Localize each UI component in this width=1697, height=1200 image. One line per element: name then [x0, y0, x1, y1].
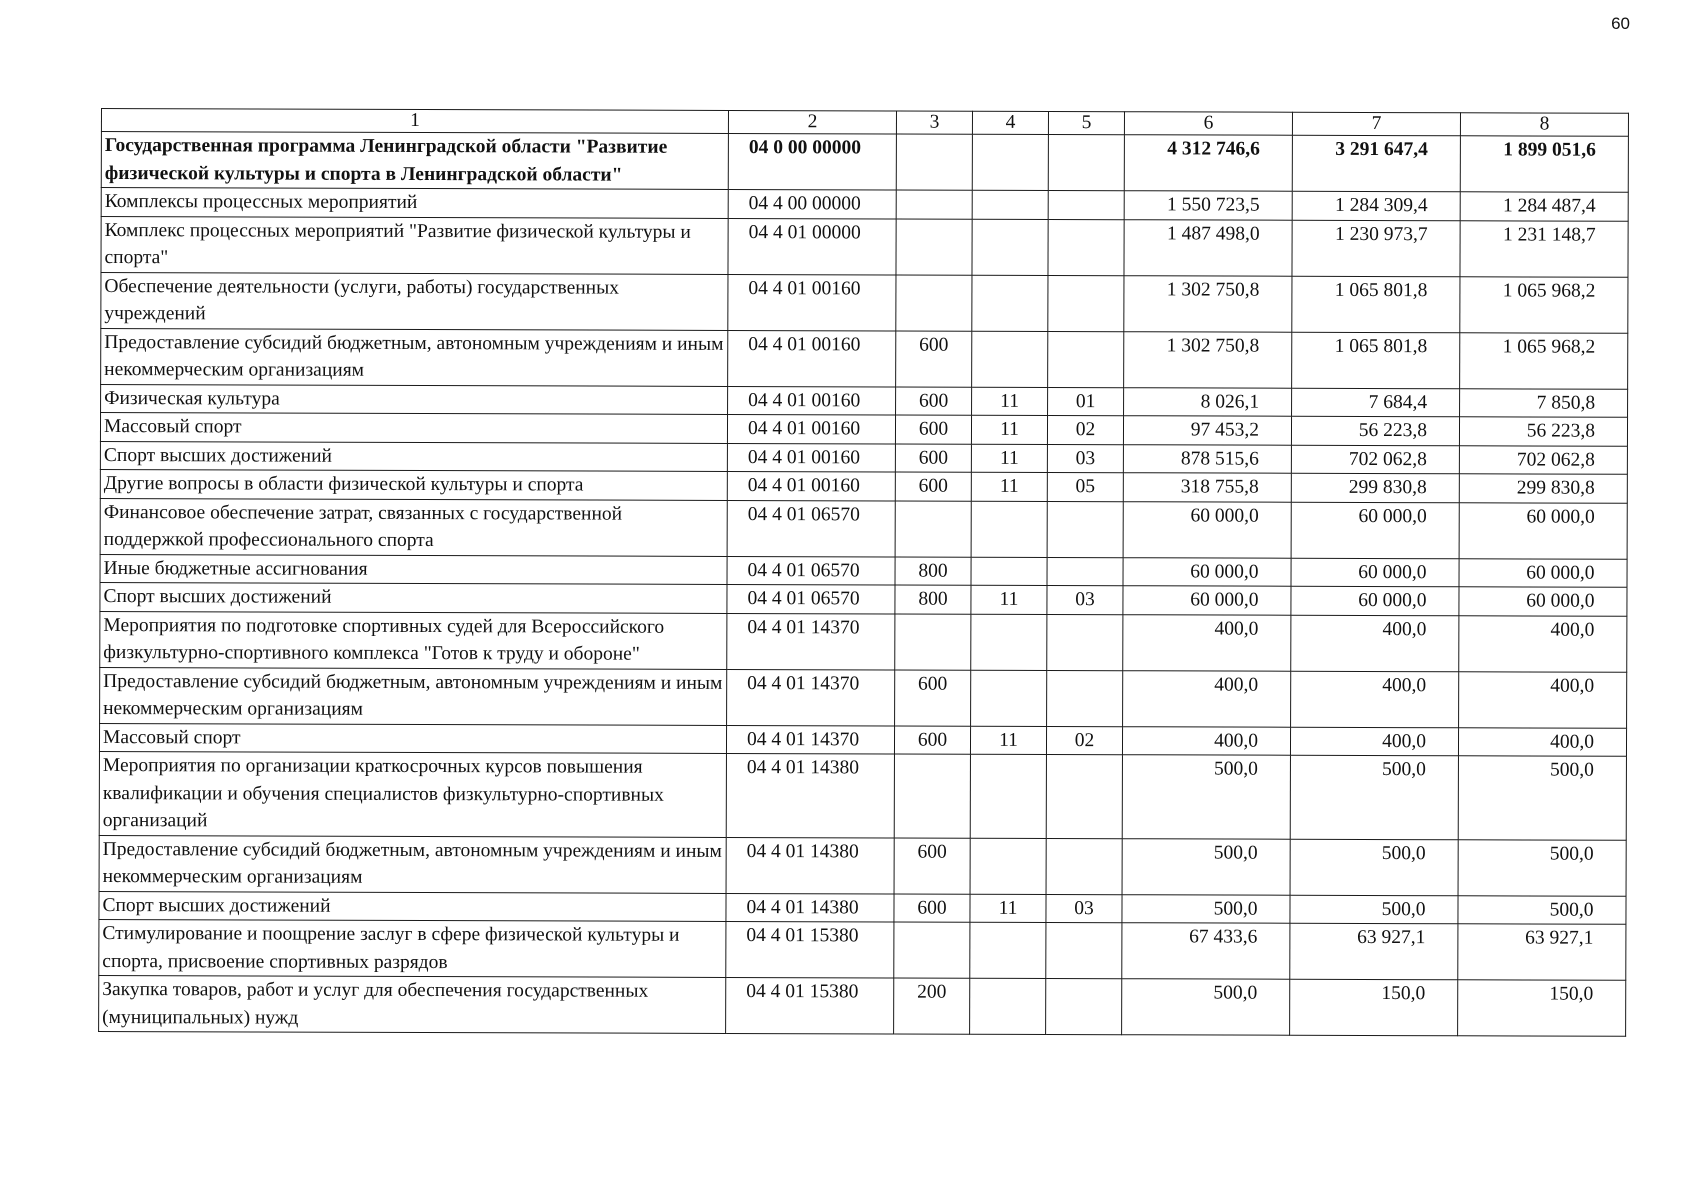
subsection-cell	[1047, 557, 1123, 586]
amount-col6-cell: 400,0	[1123, 614, 1291, 671]
row-name-cell: Комплексы процессных мероприятий	[101, 188, 728, 218]
expense-type-cell: 600	[895, 415, 971, 444]
subsection-cell: 01	[1048, 387, 1124, 416]
amount-col7-cell: 7 684,4	[1292, 388, 1460, 417]
table-row	[100, 441, 1627, 474]
amount-col6-cell: 4 312 746,6	[1124, 135, 1292, 192]
amount-col6-cell: 318 755,8	[1123, 473, 1291, 502]
section-cell	[972, 219, 1048, 275]
section-cell	[971, 670, 1047, 726]
row-name-cell: Спорт высших достижений	[99, 891, 726, 921]
section-cell: 11	[972, 387, 1048, 416]
budget-code-cell: 04 4 01 14370	[727, 613, 895, 670]
section-cell: 11	[971, 415, 1047, 444]
amount-col6-cell: 1 302 750,8	[1124, 275, 1292, 332]
amount-col8-cell: 1 065 968,2	[1460, 276, 1628, 333]
row-name-cell: Иные бюджетные ассигнования	[100, 554, 727, 584]
budget-code-cell: 04 4 01 06570	[727, 556, 895, 585]
budget-code-cell: 04 0 00 00000	[728, 133, 896, 190]
expense-type-cell: 600	[895, 669, 971, 725]
budget-code-cell: 04 4 01 00160	[728, 386, 896, 415]
amount-col7-cell: 500,0	[1290, 839, 1458, 896]
amount-col6-cell: 400,0	[1122, 726, 1290, 755]
amount-col7-cell: 400,0	[1291, 671, 1459, 728]
subsection-cell	[1046, 838, 1122, 894]
row-name-cell: Предоставление субсидий бюджетным, автономным учреждениям и иным некоммерческим организациям	[101, 328, 728, 386]
amount-col8-cell: 702 062,8	[1459, 445, 1627, 474]
expense-type-cell	[896, 218, 972, 274]
amount-col7-cell: 1 065 801,8	[1292, 332, 1460, 389]
row-name-cell: Массовый спорт	[99, 723, 726, 753]
section-cell: 11	[970, 894, 1046, 923]
row-name-cell: Физическая культура	[101, 384, 728, 414]
table-row	[100, 554, 1627, 587]
amount-col6-cell: 8 026,1	[1124, 387, 1292, 416]
table-row	[99, 975, 1626, 1036]
subsection-cell	[1047, 670, 1123, 726]
expense-type-cell: 600	[896, 386, 972, 415]
section-cell	[971, 501, 1047, 557]
section-cell: 11	[971, 472, 1047, 501]
subsection-cell: 03	[1046, 894, 1122, 923]
expense-type-cell	[896, 274, 972, 330]
row-name-cell: Спорт высших достижений	[100, 441, 727, 471]
table-row	[101, 188, 1628, 221]
row-name-cell: Предоставление субсидий бюджетным, автономным учреждениям и иным некоммерческим организациям	[99, 835, 726, 893]
amount-col8-cell: 400,0	[1459, 671, 1627, 728]
budget-code-cell: 04 4 01 14370	[727, 669, 895, 726]
column-number-header: 8	[1460, 113, 1628, 137]
expense-type-cell	[895, 500, 971, 556]
subsection-cell: 02	[1046, 726, 1122, 755]
page-number: 60	[1611, 14, 1630, 33]
amount-col8-cell: 60 000,0	[1459, 587, 1627, 616]
amount-col8-cell: 400,0	[1458, 727, 1626, 756]
amount-col7-cell: 56 223,8	[1291, 416, 1459, 445]
budget-code-cell: 04 4 00 00000	[728, 189, 896, 218]
expense-type-cell: 800	[895, 585, 971, 614]
budget-code-cell: 04 4 01 00160	[727, 471, 895, 500]
amount-col8-cell: 400,0	[1459, 615, 1627, 672]
amount-col7-cell: 60 000,0	[1291, 502, 1459, 559]
budget-table	[98, 108, 1629, 1037]
subsection-cell	[1047, 614, 1123, 670]
table-row	[101, 328, 1628, 389]
column-number-header: 1	[101, 109, 728, 134]
subsection-cell	[1048, 134, 1124, 190]
amount-col7-cell: 500,0	[1290, 755, 1458, 839]
budget-code-cell: 04 4 01 06570	[727, 500, 895, 557]
subsection-cell	[1047, 501, 1123, 557]
expense-type-cell	[894, 922, 970, 978]
amount-col8-cell: 500,0	[1458, 895, 1626, 924]
amount-col6-cell: 1 550 723,5	[1124, 191, 1292, 220]
amount-col7-cell: 702 062,8	[1291, 445, 1459, 474]
section-cell: 11	[971, 444, 1047, 473]
amount-col8-cell: 299 830,8	[1459, 474, 1627, 503]
table-row	[100, 582, 1627, 615]
amount-col8-cell: 1 284 487,4	[1460, 192, 1628, 221]
budget-code-cell: 04 4 01 14380	[726, 837, 894, 894]
subsection-cell: 05	[1047, 472, 1123, 501]
budget-code-cell: 04 4 01 14380	[726, 753, 894, 837]
expense-type-cell: 600	[894, 893, 970, 922]
amount-col6-cell: 500,0	[1122, 979, 1290, 1036]
subsection-cell: 03	[1047, 444, 1123, 473]
table-row	[101, 216, 1628, 277]
row-name-cell: Стимулирование и поощрение заслуг в сфере физической культуры и спорта, присвоение спортивных разрядов	[99, 919, 726, 977]
expense-type-cell: 800	[895, 556, 971, 585]
amount-col8-cell: 1 899 051,6	[1460, 136, 1628, 193]
section-cell	[972, 275, 1048, 331]
table-row	[99, 751, 1626, 839]
budget-code-cell: 04 4 01 00160	[728, 274, 896, 331]
subsection-cell: 02	[1047, 415, 1123, 444]
table-row	[99, 919, 1626, 980]
expense-type-cell: 600	[895, 472, 971, 501]
amount-col6-cell: 878 515,6	[1123, 444, 1291, 473]
subsection-cell	[1046, 922, 1122, 978]
table-row	[101, 132, 1628, 193]
amount-col8-cell: 7 850,8	[1460, 388, 1628, 417]
section-cell	[972, 134, 1048, 190]
expense-type-cell: 600	[894, 837, 970, 893]
amount-col6-cell: 60 000,0	[1123, 557, 1291, 586]
budget-code-cell: 04 4 01 00000	[728, 218, 896, 275]
amount-col8-cell: 500,0	[1458, 839, 1626, 896]
row-name-cell: Обеспечение деятельности (услуги, работы) государственных учреждений	[101, 272, 728, 330]
subsection-cell	[1048, 275, 1124, 331]
table-row	[99, 891, 1626, 924]
row-name-cell: Закупка товаров, работ и услуг для обеспечения государственных (муниципальных) нужд	[99, 975, 726, 1033]
section-cell	[970, 754, 1046, 838]
row-name-cell: Другие вопросы в области физической культуры и спорта	[100, 469, 727, 499]
expense-type-cell	[896, 190, 972, 219]
amount-col8-cell: 1 231 148,7	[1460, 220, 1628, 277]
budget-code-cell: 04 4 01 06570	[727, 584, 895, 613]
budget-code-cell: 04 4 01 14380	[726, 893, 894, 922]
subsection-cell	[1046, 754, 1122, 838]
amount-col7-cell: 60 000,0	[1291, 586, 1459, 615]
amount-col6-cell: 500,0	[1122, 838, 1290, 895]
amount-col6-cell: 400,0	[1123, 670, 1291, 727]
row-name-cell: Комплекс процессных мероприятий "Развитие физической культуры и спорта"	[101, 216, 728, 274]
table-row	[100, 498, 1627, 559]
amount-col7-cell: 500,0	[1290, 895, 1458, 924]
expense-type-cell	[896, 134, 972, 190]
amount-col7-cell: 150,0	[1290, 979, 1458, 1036]
row-name-cell: Спорт высших достижений	[100, 582, 727, 612]
amount-col6-cell: 60 000,0	[1123, 501, 1291, 558]
subsection-cell	[1048, 190, 1124, 219]
expense-type-cell: 600	[895, 443, 971, 472]
expense-type-cell: 600	[896, 330, 972, 386]
column-number-header: 2	[728, 110, 896, 134]
section-cell	[971, 614, 1047, 670]
table-row	[100, 667, 1627, 728]
amount-col7-cell: 1 230 973,7	[1292, 220, 1460, 277]
amount-col6-cell: 60 000,0	[1123, 586, 1291, 615]
table-row	[100, 469, 1627, 502]
amount-col7-cell: 1 284 309,4	[1292, 191, 1460, 220]
amount-col7-cell: 299 830,8	[1291, 473, 1459, 502]
amount-col6-cell: 1 487 498,0	[1124, 219, 1292, 276]
amount-col8-cell: 500,0	[1458, 756, 1626, 840]
amount-col7-cell: 3 291 647,4	[1292, 135, 1460, 192]
subsection-cell: 03	[1047, 585, 1123, 614]
section-cell: 11	[970, 726, 1046, 755]
section-cell	[972, 331, 1048, 387]
row-name-cell: Предоставление субсидий бюджетным, автономным учреждениям и иным некоммерческим организациям	[100, 667, 727, 725]
budget-code-cell: 04 4 01 00160	[727, 414, 895, 443]
column-number-header: 3	[896, 111, 972, 134]
section-cell	[970, 978, 1046, 1034]
section-cell	[972, 190, 1048, 219]
row-name-cell: Мероприятия по подготовке спортивных судей для Всероссийского физкультурно-спортивного комплекса "Готов к труду и обороне"	[100, 611, 727, 669]
column-number-header: 6	[1124, 112, 1292, 136]
column-number-header: 4	[972, 111, 1048, 134]
subsection-cell	[1048, 219, 1124, 275]
column-number-header: 7	[1292, 112, 1460, 136]
budget-code-cell: 04 4 01 15380	[726, 977, 894, 1034]
amount-col6-cell: 97 453,2	[1123, 416, 1291, 445]
amount-col6-cell: 1 302 750,8	[1124, 331, 1292, 388]
amount-col6-cell: 500,0	[1122, 755, 1290, 839]
budget-code-cell: 04 4 01 00160	[728, 330, 896, 387]
section-cell	[971, 557, 1047, 586]
budget-code-cell: 04 4 01 00160	[727, 443, 895, 472]
expense-type-cell	[895, 613, 971, 669]
section-cell: 11	[971, 585, 1047, 614]
budget-code-cell: 04 4 01 14370	[726, 725, 894, 754]
amount-col8-cell: 1 065 968,2	[1460, 332, 1628, 389]
table-row	[101, 272, 1628, 333]
table-row	[99, 835, 1626, 896]
row-name-cell: Государственная программа Ленинградской области "Развитие физической культуры и спорта в Ленинградской области"	[101, 132, 728, 190]
amount-col7-cell: 400,0	[1291, 615, 1459, 672]
row-name-cell: Финансовое обеспечение затрат, связанных с государственной поддержкой профессионального спорта	[100, 498, 727, 556]
expense-type-cell: 600	[894, 725, 970, 754]
column-number-header: 5	[1048, 111, 1124, 134]
row-name-cell: Массовый спорт	[100, 413, 727, 443]
row-name-cell: Мероприятия по организации краткосрочных курсов повышения квалификации и обучения специалистов физкультурно-спортивных организаций	[99, 751, 726, 836]
subsection-cell	[1048, 331, 1124, 387]
section-cell	[970, 838, 1046, 894]
section-cell	[970, 922, 1046, 978]
table-row	[100, 611, 1627, 672]
subsection-cell	[1046, 978, 1122, 1034]
budget-code-cell: 04 4 01 15380	[726, 921, 894, 978]
amount-col7-cell: 400,0	[1290, 727, 1458, 756]
amount-col6-cell: 500,0	[1122, 894, 1290, 923]
amount-col8-cell: 56 223,8	[1459, 417, 1627, 446]
amount-col8-cell: 60 000,0	[1459, 502, 1627, 559]
amount-col8-cell: 150,0	[1458, 980, 1626, 1037]
amount-col7-cell: 63 927,1	[1290, 923, 1458, 980]
expense-type-cell	[894, 754, 970, 838]
amount-col8-cell: 63 927,1	[1458, 924, 1626, 981]
amount-col8-cell: 60 000,0	[1459, 558, 1627, 587]
amount-col7-cell: 60 000,0	[1291, 558, 1459, 587]
expense-type-cell: 200	[894, 978, 970, 1034]
amount-col6-cell: 67 433,6	[1122, 923, 1290, 980]
amount-col7-cell: 1 065 801,8	[1292, 276, 1460, 333]
